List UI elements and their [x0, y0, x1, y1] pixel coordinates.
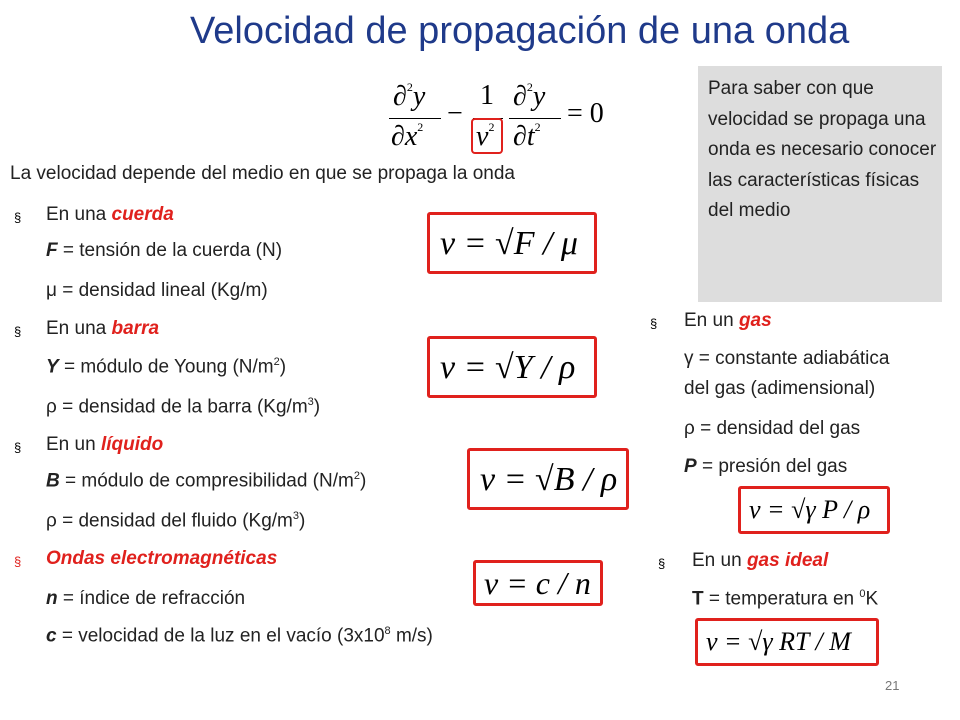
unit-sup: 8 — [384, 625, 391, 637]
def-bulk-modulus — [46, 470, 366, 492]
eq-var: y — [412, 81, 426, 112]
def-bar-density — [46, 396, 320, 418]
var-definition: = presión del gas — [696, 456, 848, 477]
eq-sup: 2 — [417, 120, 424, 134]
var-symbol: μ — [46, 280, 57, 301]
var-definition: = velocidad de la luz en el vacío (3x10 — [56, 625, 385, 647]
unit-sup: 3 — [292, 510, 299, 522]
eq-partial: ∂ — [513, 121, 527, 152]
item-prefix: En una — [46, 204, 112, 225]
var-symbol: n — [46, 588, 58, 609]
eq-var: y — [532, 81, 546, 112]
item-gas-ideal — [692, 550, 828, 572]
formula-box-gas — [738, 486, 890, 534]
unit-end: ) — [279, 356, 287, 378]
medium-label: gas ideal — [746, 550, 829, 571]
unit-end: m/s) — [390, 625, 433, 647]
unit-sup: 0 — [859, 588, 866, 600]
info-note: Para saber con que velocidad se propaga una onda es necesario conocer las características físicas del medio — [698, 66, 942, 302]
unit-sup: 2 — [273, 356, 280, 368]
var-definition: = constante adiabática — [693, 348, 890, 369]
item-prefix: En un — [692, 550, 747, 571]
unit-end: K — [865, 588, 879, 610]
var-symbol: ρ — [46, 510, 57, 532]
var-symbol: B — [46, 470, 60, 492]
bullet-icon: § — [14, 324, 22, 339]
eq-sup: 2 — [534, 120, 541, 134]
formula-box-em — [473, 560, 603, 606]
formula-box-liquido — [467, 448, 629, 510]
item-liquido — [46, 434, 163, 456]
bullet-icon: § — [658, 556, 666, 571]
eq-sup: 2 — [488, 120, 495, 134]
var-symbol: P — [684, 456, 697, 477]
eq-fraction-bar — [389, 118, 441, 119]
def-tension — [46, 240, 282, 262]
formula-barra: v = √Y / ρ — [440, 349, 576, 386]
bullet-icon: § — [14, 210, 22, 225]
var-definition: = tensión de la cuerda (N) — [57, 240, 283, 261]
bullet-icon: § — [14, 554, 22, 569]
var-definition: = densidad lineal (Kg/m) — [56, 280, 268, 301]
formula-em: v = c / n — [484, 565, 591, 601]
slide-title: Velocidad de propagación de una onda — [190, 10, 850, 52]
item-barra — [46, 318, 159, 340]
page-number: 21 — [885, 678, 900, 693]
def-adiabatic — [684, 348, 889, 370]
def-young — [46, 356, 286, 378]
bullet-icon: § — [650, 316, 658, 331]
formula-cuerda: v = √F / μ — [440, 225, 578, 262]
unit-end: ) — [359, 470, 367, 492]
formula-box-barra — [427, 336, 597, 398]
unit-end: ) — [299, 510, 306, 532]
def-pressure — [684, 456, 847, 478]
def-light-speed — [46, 625, 433, 647]
var-definition: = densidad del gas — [694, 418, 861, 439]
formula-gas: v = √γ P / ρ — [749, 495, 871, 524]
eq-var: t — [526, 121, 535, 152]
eq-sup: 2 — [406, 80, 413, 94]
def-linear-density — [46, 280, 268, 302]
var-definition: = módulo de compresibilidad (N/m — [59, 470, 354, 492]
item-cuerda — [46, 204, 174, 226]
medium-label: cuerda — [111, 204, 174, 225]
eq-fraction-bar — [509, 118, 561, 119]
unit-sup: 2 — [353, 470, 360, 482]
var-definition: = densidad del fluido (Kg/m — [56, 510, 293, 532]
unit-sup: 3 — [307, 396, 314, 408]
eq-partial: ∂ — [513, 81, 527, 112]
eq-sup: 2 — [526, 80, 533, 94]
eq-var: x — [404, 121, 418, 152]
def-fluid-density — [46, 510, 305, 532]
eq-equals-zero: = 0 — [567, 98, 604, 129]
var-definition: = índice de refracción — [57, 588, 246, 609]
var-symbol: F — [46, 240, 58, 261]
intro-text: La velocidad depende del medio en que se propaga la onda — [10, 163, 515, 184]
item-prefix: En un — [684, 310, 739, 331]
eq-minus: − — [447, 98, 463, 129]
var-symbol: ρ — [684, 418, 695, 439]
def-gas-density — [684, 418, 860, 440]
bullet-icon: § — [14, 440, 22, 455]
var-symbol: c — [46, 625, 57, 647]
wave-equation — [385, 78, 615, 158]
item-gas — [684, 310, 772, 332]
item-em-waves: Ondas electromagnéticas — [46, 548, 278, 569]
item-prefix: En un — [46, 434, 101, 455]
formula-liquido: v = √B / ρ — [480, 461, 618, 498]
medium-label: barra — [111, 318, 160, 339]
def-adiabatic-cont: del gas (adimensional) — [684, 378, 876, 399]
eq-one: 1 — [480, 80, 494, 111]
var-symbol: T — [692, 588, 704, 610]
var-symbol: γ — [684, 348, 694, 369]
medium-label: gas — [738, 310, 772, 331]
var-definition: = temperatura en — [703, 588, 860, 610]
eq-partial: ∂ — [393, 81, 407, 112]
item-prefix: En una — [46, 318, 112, 339]
unit-end: ) — [313, 396, 321, 418]
formula-box-gas-ideal — [695, 618, 879, 666]
eq-partial: ∂ — [391, 121, 405, 152]
var-symbol: ρ — [46, 396, 57, 418]
var-definition: = densidad de la barra (Kg/m — [56, 396, 308, 418]
medium-label: líquido — [100, 434, 164, 455]
def-refraction-index — [46, 588, 245, 610]
var-symbol: Y — [46, 356, 59, 378]
var-definition: = módulo de Young (N/m — [58, 356, 274, 378]
def-temperature — [692, 588, 878, 610]
formula-box-cuerda — [427, 212, 597, 274]
eq-var-v: v — [476, 121, 489, 152]
formula-gas-ideal: v = √γ RT / M — [706, 627, 851, 656]
